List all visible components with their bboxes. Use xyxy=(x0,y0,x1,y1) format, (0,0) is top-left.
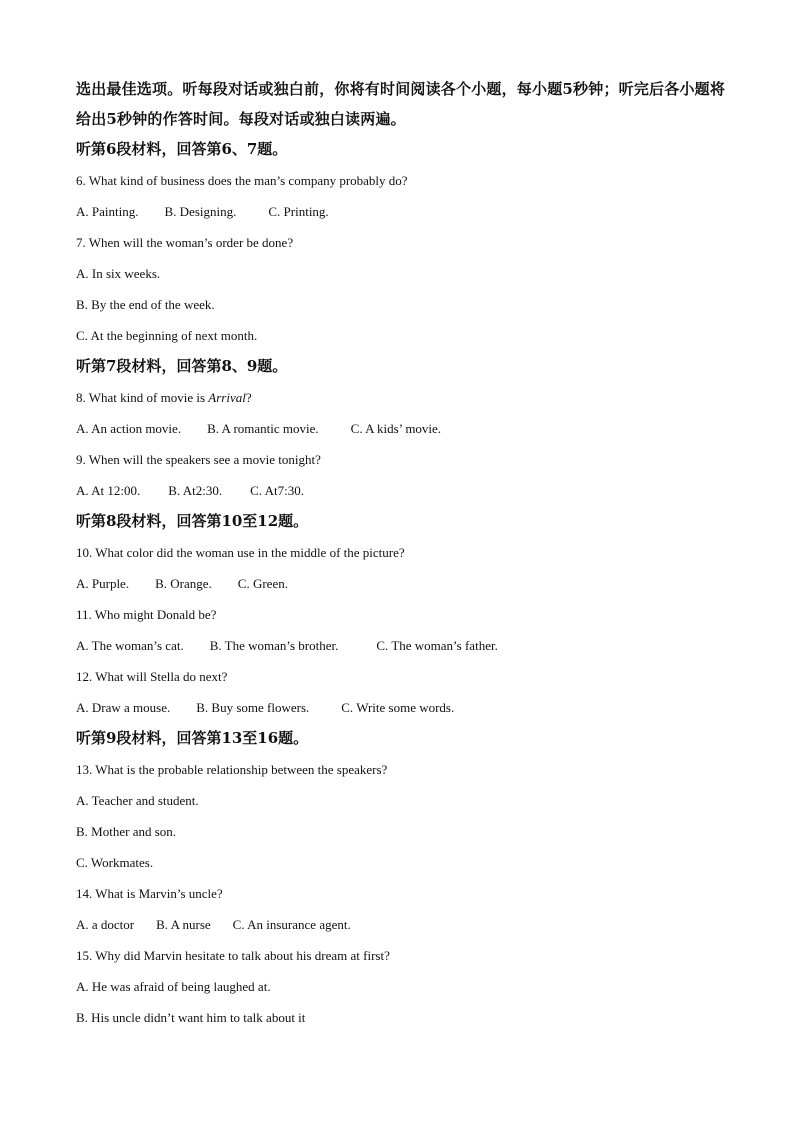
option-10c[interactable]: C. Green. xyxy=(237,576,288,591)
option-14c[interactable]: C. An insurance agent. xyxy=(232,917,351,932)
options-row-14 xyxy=(76,909,726,940)
section-heading: 听第6段材料，回答第6、7题。 xyxy=(76,140,288,158)
option-11c[interactable]: C. The woman’s father. xyxy=(376,638,498,653)
option-6b[interactable]: B. Designing. xyxy=(164,204,237,219)
options-row-12 xyxy=(76,692,726,723)
option-6c[interactable]: C. Printing. xyxy=(268,204,329,219)
question-11: 11. Who might Donald be? xyxy=(76,607,217,622)
options-row-11 xyxy=(76,630,726,661)
option-12b[interactable]: B. Buy some flowers. xyxy=(196,700,310,715)
option-13a[interactable]: A. Teacher and student. xyxy=(76,793,199,808)
option-15a[interactable]: A. He was afraid of being laughed at. xyxy=(76,979,271,994)
options-row-8 xyxy=(76,413,726,444)
option-10b[interactable]: B. Orange. xyxy=(155,576,212,591)
question-14: 14. What is Marvin’s uncle? xyxy=(76,886,223,901)
option-15b[interactable]: B. His uncle didn’t want him to talk about it xyxy=(76,1010,306,1025)
question-9: 9. When will the speakers see a movie tonight? xyxy=(76,452,321,467)
question-8-end: ? xyxy=(245,390,252,405)
question-8-text: 8. What kind of movie is xyxy=(76,390,209,405)
option-9a[interactable]: A. At 12:00. xyxy=(76,483,141,498)
question-8 xyxy=(76,382,726,413)
exam-page xyxy=(76,74,726,1033)
option-6a[interactable]: A. Painting. xyxy=(76,204,139,219)
question-6: 6. What kind of business does the man’s company probably do? xyxy=(76,173,408,188)
option-7b[interactable]: B. By the end of the week. xyxy=(76,297,215,312)
section-heading: 听第7段材料，回答第8、9题。 xyxy=(76,357,288,375)
section-heading: 听第9段材料，回答第13至16题。 xyxy=(76,729,309,747)
question-10: 10. What color did the woman use in the middle of the picture? xyxy=(76,545,405,560)
option-14b[interactable]: B. A nurse xyxy=(156,917,211,932)
movie-title: Arrival xyxy=(208,390,246,405)
option-7a[interactable]: A. In six weeks. xyxy=(76,266,161,281)
option-13c[interactable]: C. Workmates. xyxy=(76,855,154,870)
option-9b[interactable]: B. At2:30. xyxy=(168,483,223,498)
option-12c[interactable]: C. Write some words. xyxy=(341,700,455,715)
option-14a[interactable]: A. a doctor xyxy=(76,917,135,932)
options-row-9 xyxy=(76,475,726,506)
option-8c[interactable]: C. A kids’ movie. xyxy=(350,421,442,436)
instructions-text: 选出最佳选项。听每段对话或独白前，你将有时间阅读各个小题，每小题5秒钟；听完后各小题将给出5秒钟的作答时间。每段对话或独白读两遍。 xyxy=(76,80,726,128)
option-13b[interactable]: B. Mother and son. xyxy=(76,824,177,839)
options-row-10 xyxy=(76,568,726,599)
option-9c[interactable]: C. At7:30. xyxy=(250,483,304,498)
question-7: 7. When will the woman’s order be done? xyxy=(76,235,294,250)
question-13: 13. What is the probable relationship between the speakers? xyxy=(76,762,388,777)
question-12: 12. What will Stella do next? xyxy=(76,669,228,684)
option-8b[interactable]: B. A romantic movie. xyxy=(207,421,319,436)
section-heading: 听第8段材料，回答第10至12题。 xyxy=(76,512,309,530)
option-11a[interactable]: A. The woman’s cat. xyxy=(76,638,184,653)
options-row-6 xyxy=(76,196,726,227)
option-7c[interactable]: C. At the beginning of next month. xyxy=(76,328,258,343)
option-8a[interactable]: A. An action movie. xyxy=(76,421,182,436)
question-15: 15. Why did Marvin hesitate to talk about his dream at first? xyxy=(76,948,390,963)
option-10a[interactable]: A. Purple. xyxy=(76,576,130,591)
option-12a[interactable]: A. Draw a mouse. xyxy=(76,700,171,715)
option-11b[interactable]: B. The woman’s brother. xyxy=(209,638,339,653)
